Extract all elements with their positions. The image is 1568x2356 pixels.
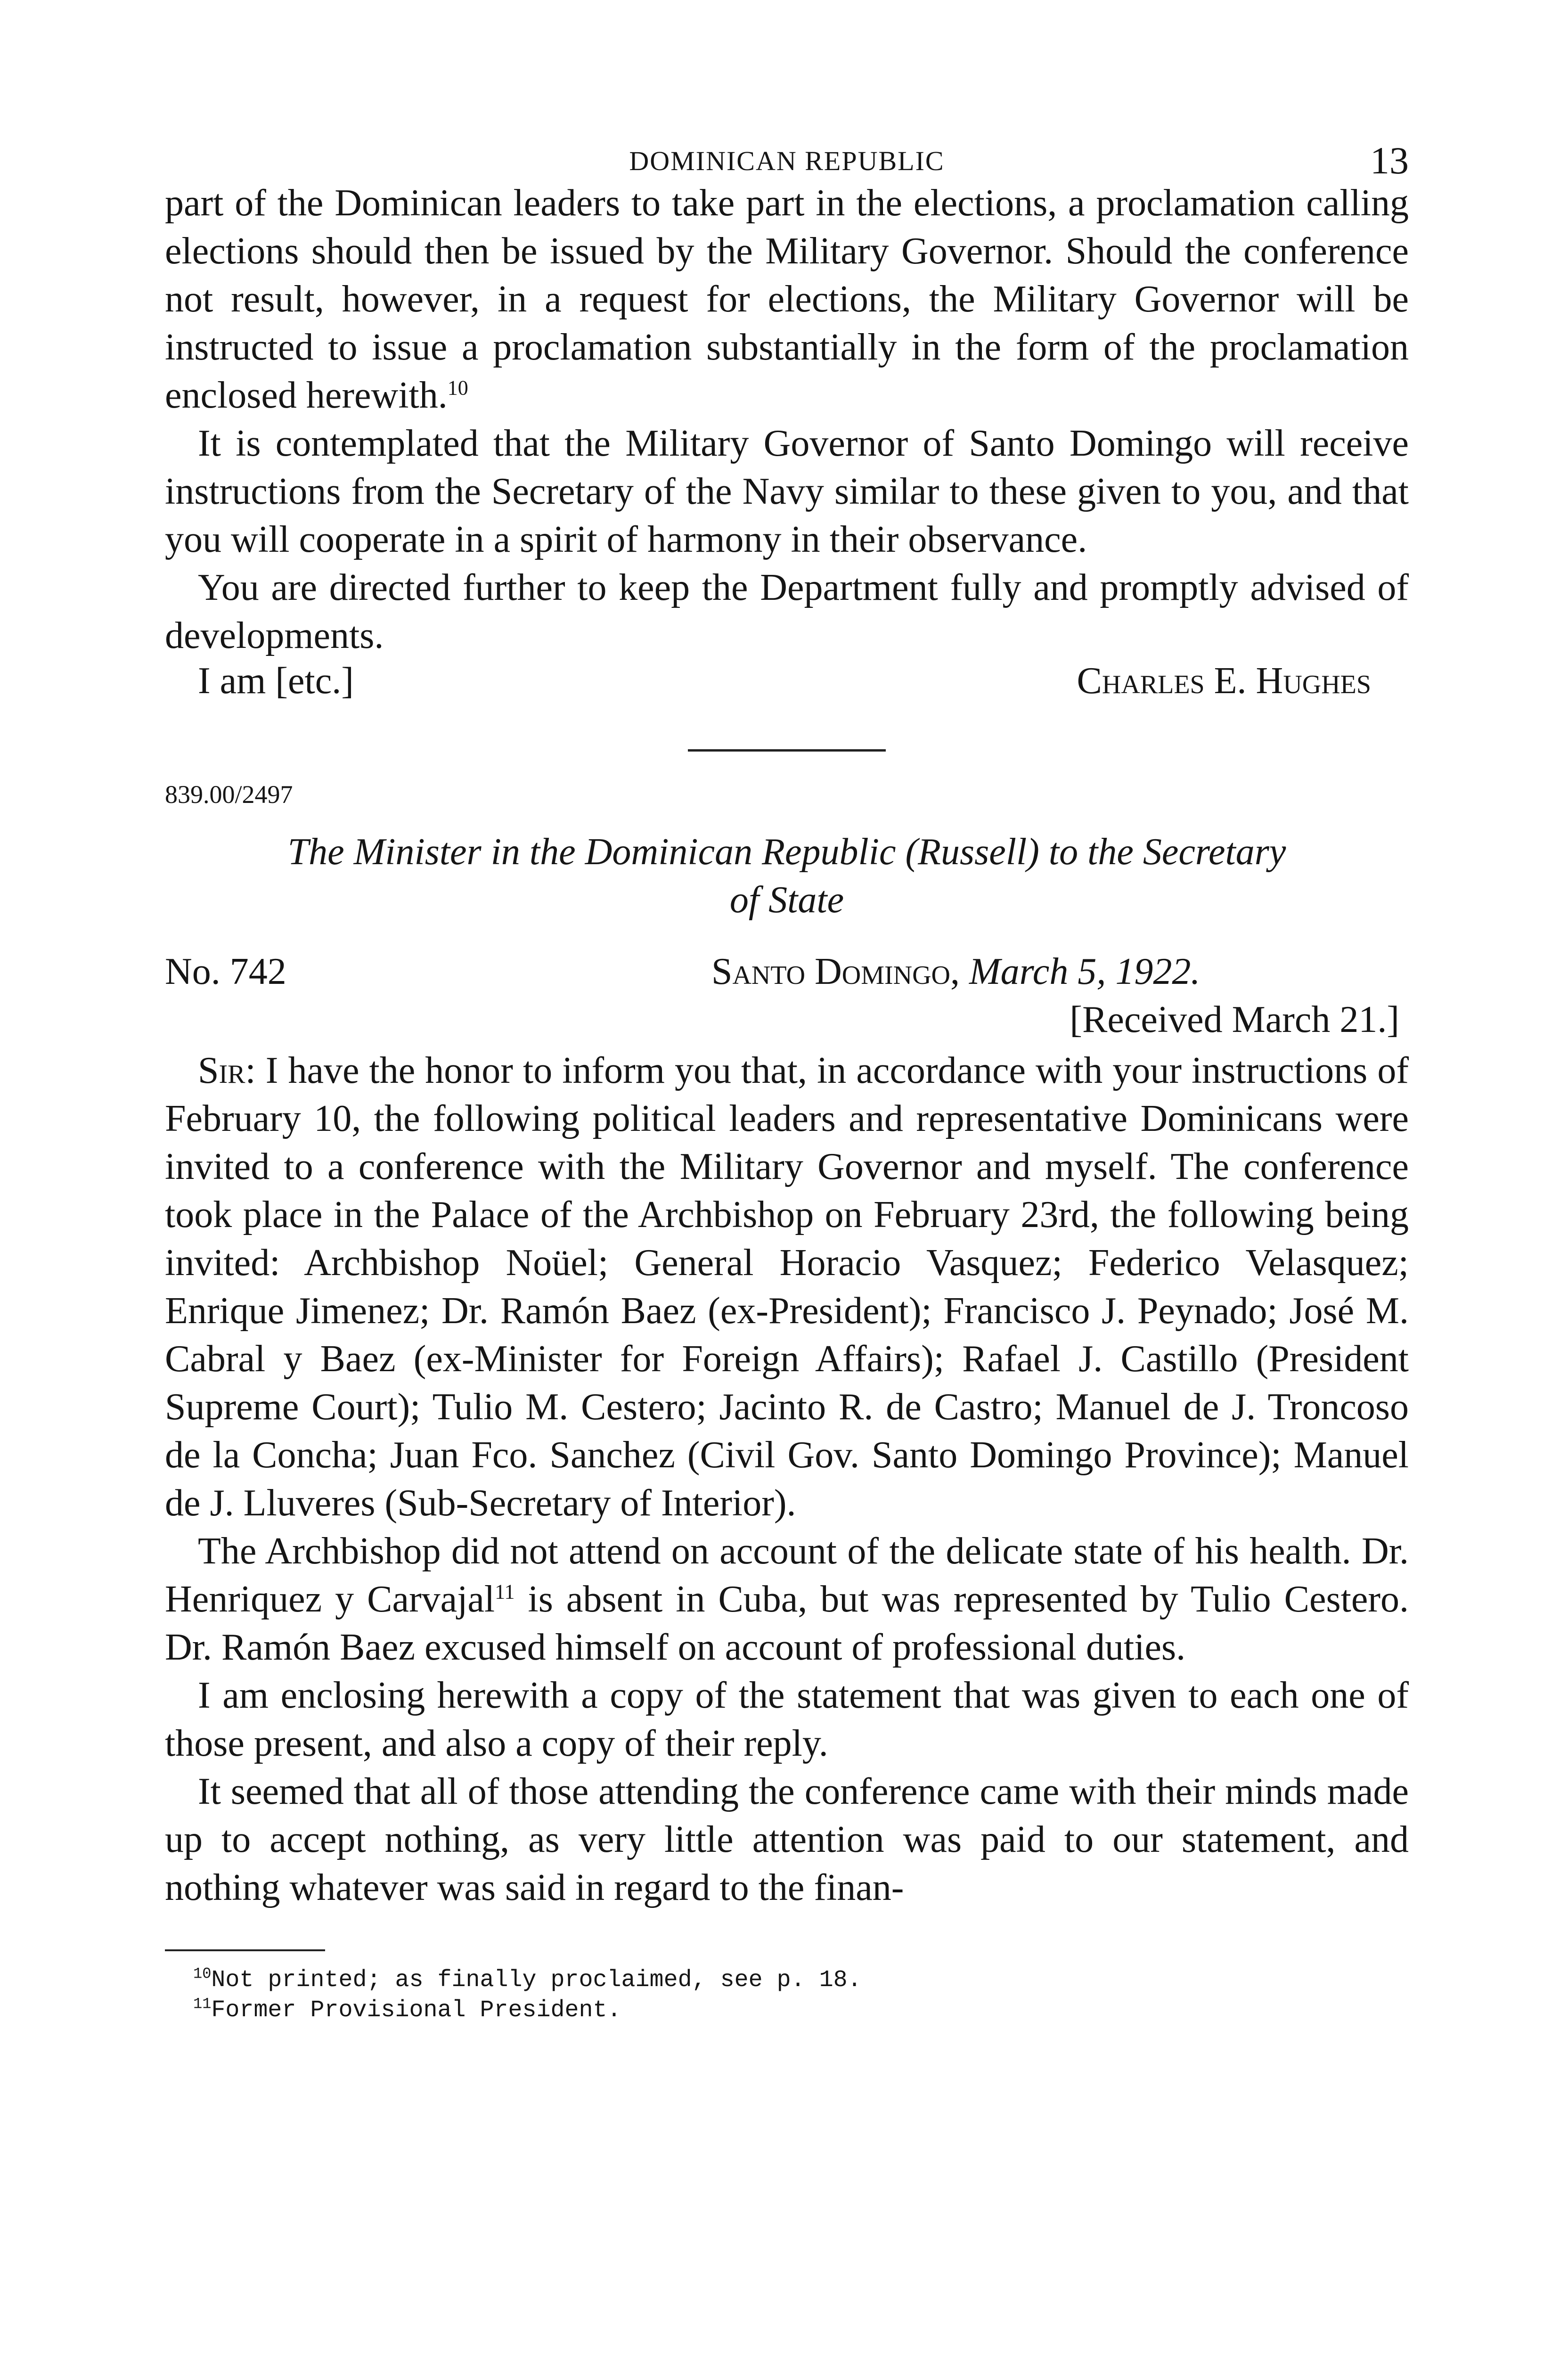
paragraph xyxy=(165,1527,1409,1671)
heading-line: The Minister in the Dominican Republic (Russell) to the Secretary xyxy=(287,831,1286,873)
page-number: 13 xyxy=(1370,139,1409,182)
paragraph-text: The Archbishop did not attend on account of the delicate state of his health. Dr. Henriquez y Carvajal xyxy=(165,1530,1409,1620)
section-divider xyxy=(688,749,886,752)
paragraph: It seemed that all of those attending the conference came with their minds made up to accept nothing, as very little attention was paid to our statement, and nothing whatever was said in regard to the finan- xyxy=(165,1771,1409,1908)
document-number: No. 742 xyxy=(165,951,286,992)
footnote-number: 11 xyxy=(193,1995,212,2013)
document-heading xyxy=(165,828,1409,924)
running-title: DOMINICAN REPUBLIC xyxy=(629,146,945,176)
file-number: 839.00/2497 xyxy=(165,780,293,809)
place-date xyxy=(711,948,1200,996)
running-header xyxy=(165,123,1409,182)
paragraph-text: part of the Dominican leaders to take part in the elections, a proclamation calling elections should then be issued by the Military Governor. Should the conference not result, however, in a request for elections, the Military Governor will be instructed to issue a proclamation substantially in the form of the proclamation enclosed herewith. xyxy=(165,182,1409,416)
footnote-ref-10: 10 xyxy=(447,376,468,400)
footnote-divider xyxy=(165,1949,325,1951)
place: Santo Domingo, xyxy=(711,951,960,992)
footnote-ref-11: 11 xyxy=(495,1580,515,1603)
paragraph: It is contemplated that the Military Governor of Santo Domingo will receive instructions from the Secretary of the Navy similar to these given to you, and that you will cooperate in a spirit of harmony in their observance. xyxy=(165,423,1409,560)
footnote xyxy=(165,1996,1409,2026)
salutation: Sir: xyxy=(198,1050,256,1091)
heading-line: of State xyxy=(729,879,844,921)
footnote-text: Former Provisional President. xyxy=(211,1997,621,2024)
paragraph-salutation xyxy=(165,1047,1409,1527)
signature: Charles E. Hughes xyxy=(1077,660,1371,702)
paragraph: I am enclosing herewith a copy of the statement that was given to each one of those present, and also a copy of their reply. xyxy=(165,1675,1409,1764)
paragraph-text: I have the honor to inform you that, in accordance with your instructions of February 10, the following political leaders and representative Dominicans were invited to a conference with the Military Governor and myself. The conference took place in the Palace of the Archbishop on February 23rd, the following being invited: Archbishop Noüel; General Horacio Vasquez; Federico Velasquez; Enrique Jimenez; Dr. Ramón Baez (ex-President); Francisco J. Peynado; José M. Cabral y Baez (ex-Minister for Foreign Affairs); Rafael J. Castillo (President Supreme Court); Tulio M. Cestero; Jacinto R. de Castro; Manuel de J. Troncoso de la Concha; Juan Fco. Sanchez (Civil Gov. Santo Domingo Province); Manuel de J. Lluveres (Sub-Secretary of Interior). xyxy=(165,1050,1409,1524)
paragraph: You are directed further to keep the Department fully and promptly advised of developments. xyxy=(165,567,1409,656)
footnote-number: 10 xyxy=(193,1965,212,1983)
footnote-text: Not printed; as finally proclaimed, see p. 18. xyxy=(211,1967,862,1994)
date: March 5, 1922. xyxy=(969,951,1200,992)
footnote xyxy=(165,1965,1409,1996)
paragraph-continuation xyxy=(165,179,1409,419)
received-date: [Received March 21.] xyxy=(1070,999,1399,1040)
document-page xyxy=(165,123,1409,2026)
letter-closing xyxy=(165,660,1409,712)
dateline xyxy=(165,948,1409,1047)
paragraph-text: is absent in Cuba, but was represented by Tulio Cestero. Dr. Ramón Baez excused himself on account of professional duties. xyxy=(165,1579,1409,1668)
complimentary-close: I am [etc.] xyxy=(198,660,354,702)
